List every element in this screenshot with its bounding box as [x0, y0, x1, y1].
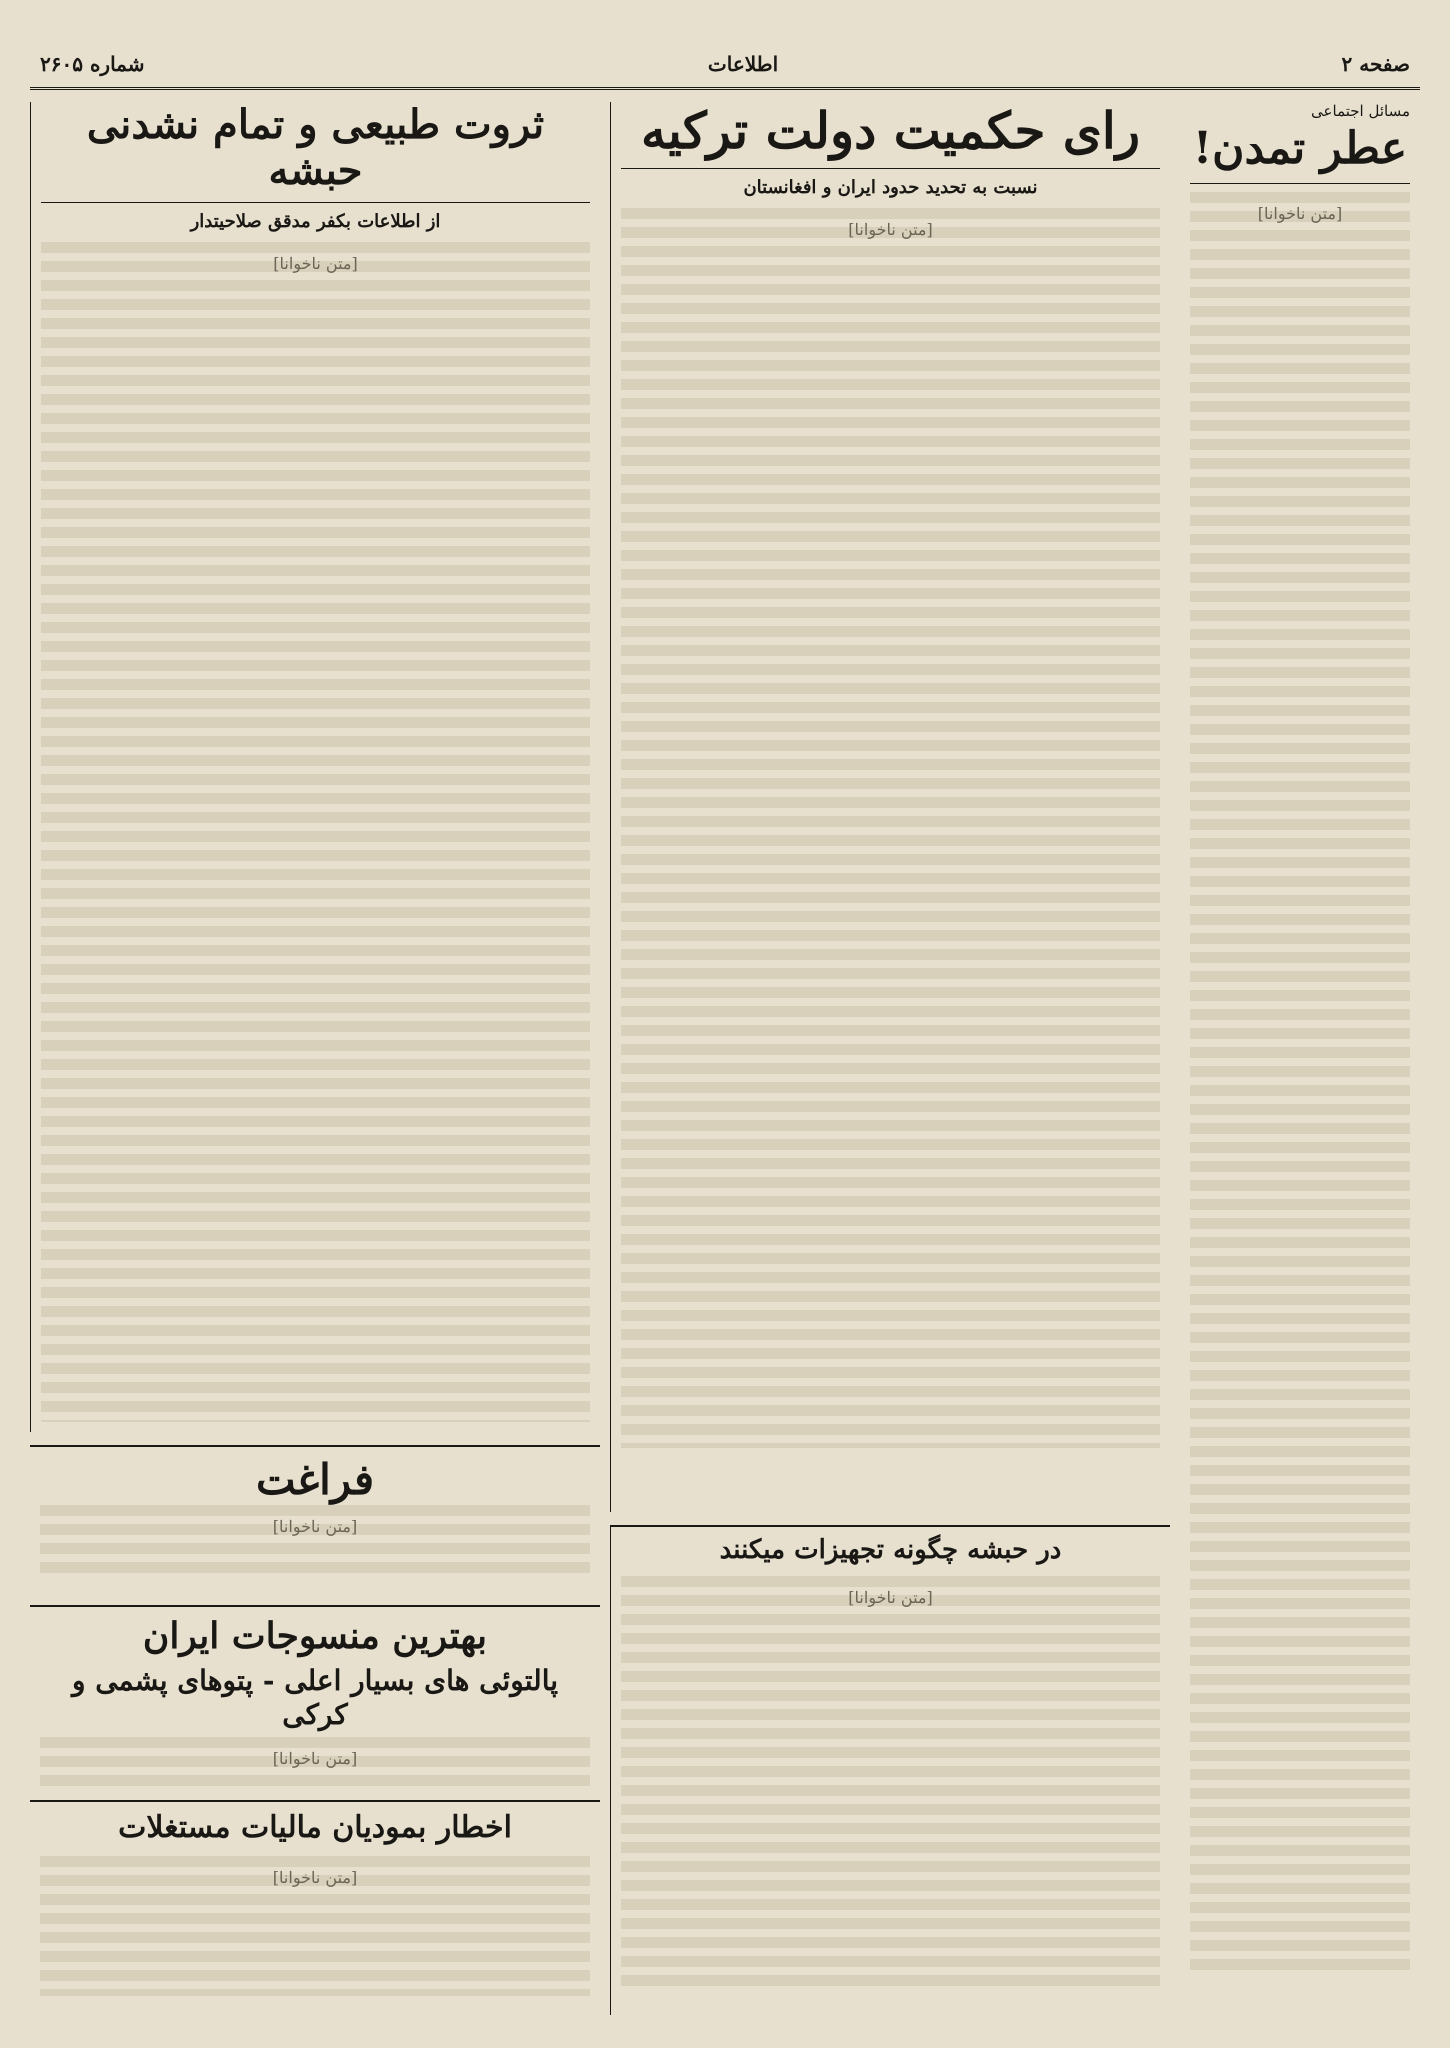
- notice-body: [متن ناخوانا]: [40, 1856, 590, 1996]
- textiles-ad: [30, 1605, 600, 1790]
- article-body: [متن ناخوانا]: [621, 208, 1160, 1448]
- article-body: [متن ناخوانا]: [621, 1576, 1160, 1986]
- faraghat-box: [30, 1445, 600, 1595]
- article-body: [متن ناخوانا]: [1190, 192, 1410, 1972]
- masthead: [30, 40, 1420, 90]
- column-left: [30, 102, 600, 1432]
- abyssinia-article: [610, 1525, 1170, 2015]
- article-headline: عطر تمدن!: [1190, 124, 1410, 184]
- column-middle: [610, 102, 1170, 1512]
- box-title: فراغت: [255, 1455, 375, 1504]
- column-kicker: مسائل اجتماعی: [1311, 102, 1410, 120]
- article-subhead: از اطلاعات بکفر مدقق صلاحیتدار: [190, 211, 441, 232]
- article-headline: رای حکمیت دولت ترکیه: [621, 102, 1160, 169]
- notice-title: اخطار بمودیان مالیات مستغلات: [118, 1810, 512, 1845]
- paper-name: اطلاعات: [707, 51, 779, 76]
- ad-subtitle: پالتوئی های بسیار اعلی - پتوهای پشمی و کرکی: [71, 1664, 559, 1731]
- issue-number: شماره ۲۶۰۵: [40, 51, 145, 76]
- ad-title: بهترین منسوجات ایران: [142, 1615, 488, 1657]
- article-subhead: نسبت به تحدید حدود ایران و افغانستان: [743, 176, 1038, 198]
- column-right: [1180, 102, 1420, 2012]
- article-headline: ثروت طبیعی و تمام نشدنی حبشه: [41, 102, 590, 203]
- article-headline: در حبشه چگونه تجهیزات میکنند: [719, 1535, 1062, 1565]
- ad-body: [متن ناخوانا]: [40, 1737, 590, 1790]
- box-body: [متن ناخوانا]: [40, 1505, 590, 1575]
- page-number: صفحه ۲: [1341, 51, 1410, 76]
- article-body: [متن ناخوانا]: [41, 242, 590, 1422]
- tax-notice: [30, 1800, 600, 2015]
- newspaper-page: [30, 40, 1420, 2015]
